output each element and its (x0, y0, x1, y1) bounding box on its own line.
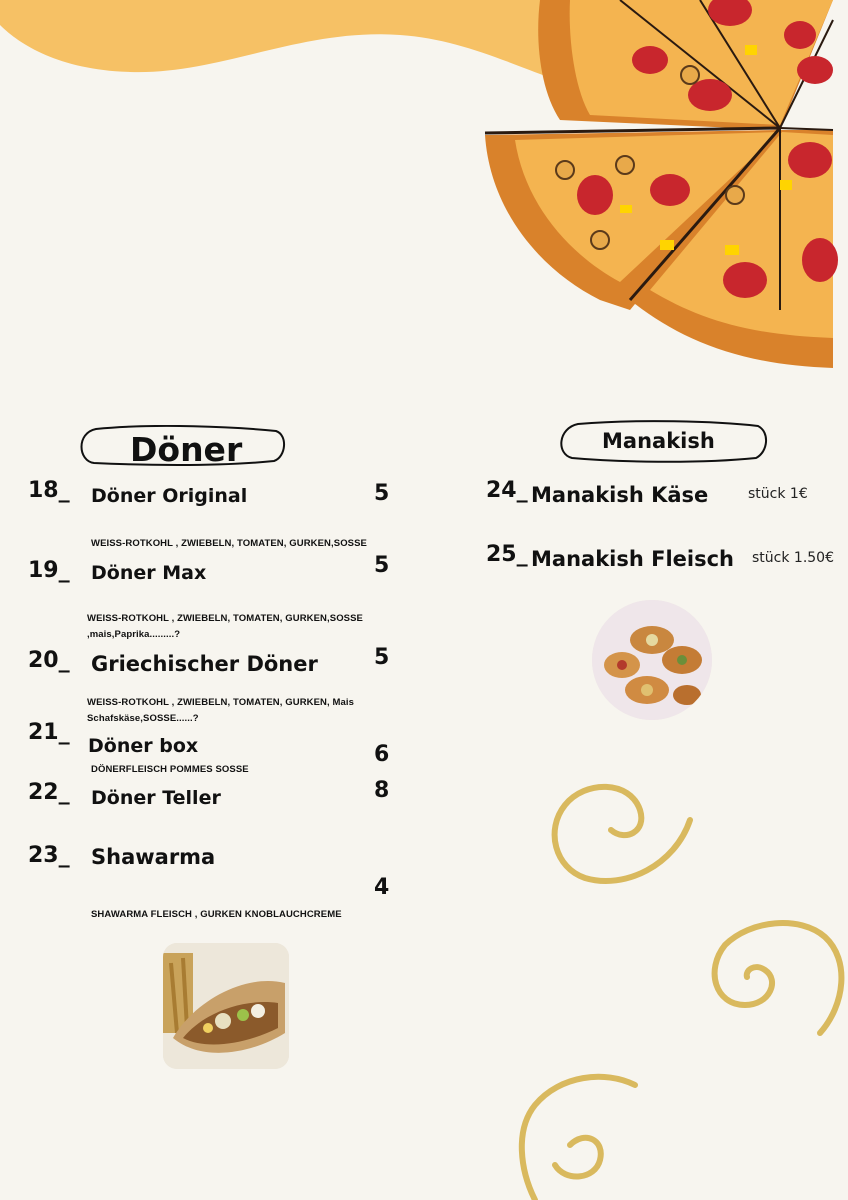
item-name: Döner Original (91, 485, 248, 507)
item-name: Shawarma (91, 845, 216, 869)
item-price: 5 (374, 645, 390, 670)
swirl-icon (510, 1070, 650, 1200)
manakish-heading: Manakish (602, 429, 715, 453)
item-number: 21_ (28, 720, 70, 745)
item-name: Griechischer Döner (91, 652, 318, 676)
item-name: Manakish Käse (531, 483, 709, 507)
item-description: WEISS-ROTKOHL , ZWIEBELN, TOMATEN, GURKEN,SOSSE ,mais,Paprika.........? (87, 613, 363, 640)
item-price: 5 (374, 481, 390, 506)
item-description: WEISS-ROTKOHL , ZWIEBELN, TOMATEN, GURKEN,SOSSE (91, 538, 367, 549)
item-price: 5 (374, 553, 390, 578)
item-number: 24_ (486, 478, 528, 503)
item-name: Döner Max (91, 562, 207, 584)
item-name: Döner box (88, 735, 199, 757)
item-number: 19_ (28, 558, 70, 583)
doner-heading: Döner (130, 430, 243, 469)
item-unit-price: stück 1.50€ (752, 550, 834, 566)
item-number: 18_ (28, 478, 70, 503)
item-price: 8 (374, 778, 390, 803)
item-price: 6 (374, 742, 390, 767)
item-number: 22_ (28, 780, 70, 805)
pizza-illustration (480, 0, 848, 370)
item-description: WEISS-ROTKOHL , ZWIEBELN, TOMATEN, GURKEN, Mais Schafskäse,SOSSE......? (87, 697, 355, 724)
item-price: 4 (374, 875, 390, 900)
item-number: 25_ (486, 542, 528, 567)
item-number: 20_ (28, 648, 70, 673)
item-number: 23_ (28, 843, 70, 868)
item-description: DÖNERFLEISCH POMMES SOSSE (91, 764, 249, 775)
item-name: Manakish Fleisch (531, 547, 734, 571)
manakish-pastries-photo (592, 600, 712, 720)
item-description: SHAWARMA FLEISCH , GURKEN KNOBLAUCHCREME (91, 909, 342, 920)
shawarma-wrap-photo (163, 943, 289, 1069)
swirl-icon (545, 770, 700, 890)
item-name: Döner Teller (91, 787, 221, 809)
item-unit-price: stück 1€ (748, 486, 808, 502)
swirl-icon (705, 915, 848, 1040)
